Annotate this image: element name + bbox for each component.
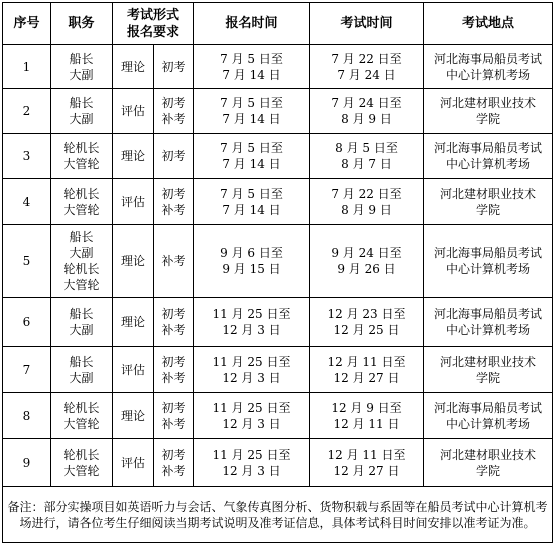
row-registration-req-line: 初考 <box>161 307 186 321</box>
row-registration-time-line: 7 月 14 日 <box>222 67 281 82</box>
row-index-line: 3 <box>22 149 31 163</box>
row-index <box>3 347 51 393</box>
table-row <box>3 134 553 179</box>
row-exam-form <box>113 225 154 298</box>
row-exam-time-line: 12 月 27 日 <box>333 463 400 478</box>
note-row <box>3 487 553 543</box>
row-registration-req <box>154 298 194 347</box>
row-registration-req-line: 补考 <box>161 323 186 337</box>
row-exam-location-line: 河北建材职业技术 <box>440 186 537 201</box>
row-duty-line: 轮机长 <box>63 447 100 462</box>
row-exam-location <box>424 439 553 487</box>
row-exam-time <box>310 225 424 298</box>
row-exam-location-line: 学院 <box>476 370 501 385</box>
row-index-line: 5 <box>22 254 31 268</box>
row-duty <box>51 89 113 134</box>
row-registration-req-line: 初考 <box>161 447 186 462</box>
row-registration-req-line: 补考 <box>161 202 186 217</box>
table-row <box>3 179 553 225</box>
row-registration-time-line: 9 月 15 日 <box>222 262 281 276</box>
row-exam-location <box>424 298 553 347</box>
row-exam-location <box>424 89 553 134</box>
row-exam-time <box>310 179 424 225</box>
row-registration-time-line: 7 月 14 日 <box>222 202 281 217</box>
row-registration-req-line: 初考 <box>161 96 186 110</box>
row-registration-time <box>194 225 310 298</box>
row-exam-time-line: 8 月 9 日 <box>341 202 392 217</box>
row-duty-line: 轮机长 <box>63 400 100 415</box>
row-exam-location-line: 河北海事局船员考试 <box>434 400 543 415</box>
row-registration-time-line: 11 月 25 日至 <box>212 447 291 462</box>
row-exam-location-line: 河北海事局船员考试 <box>434 51 543 66</box>
header-req-label: 报名要求 <box>127 24 180 40</box>
row-exam-form-line: 理论 <box>120 315 145 329</box>
header-form-label: 考试形式 <box>127 7 180 23</box>
row-exam-time <box>310 298 424 347</box>
table-row <box>3 393 553 439</box>
row-registration-time <box>194 439 310 487</box>
table-row <box>3 89 553 134</box>
row-registration-time-line: 7 月 5 日至 <box>220 141 283 155</box>
row-duty-line: 大管轮 <box>63 278 100 292</box>
row-exam-location <box>424 393 553 439</box>
row-duty <box>51 393 113 439</box>
row-duty <box>51 45 113 89</box>
row-duty <box>51 225 113 298</box>
row-registration-time-line: 7 月 5 日至 <box>220 186 283 201</box>
header-row <box>3 3 553 45</box>
row-exam-location-line: 学院 <box>476 112 501 126</box>
row-exam-time-line: 7 月 22 日至 <box>331 186 402 201</box>
row-exam-time <box>310 439 424 487</box>
row-index-line: 8 <box>22 408 31 423</box>
row-exam-form-line: 理论 <box>120 254 145 268</box>
row-exam-form-line: 理论 <box>120 149 145 163</box>
row-index <box>3 179 51 225</box>
row-registration-req <box>154 347 194 393</box>
row-exam-time-line: 8 月 7 日 <box>341 157 392 171</box>
row-exam-form <box>113 393 154 439</box>
exam-schedule-table <box>2 2 553 543</box>
row-exam-time <box>310 347 424 393</box>
row-exam-location <box>424 45 553 89</box>
header-form-req <box>113 3 194 45</box>
row-duty <box>51 439 113 487</box>
row-exam-location-line: 河北建材职业技术 <box>440 447 537 462</box>
row-registration-time-line: 12 月 3 日 <box>222 463 281 478</box>
row-registration-time <box>194 393 310 439</box>
row-duty-line: 船长 <box>69 51 94 66</box>
row-exam-location-line: 中心计算机考场 <box>446 323 531 337</box>
row-exam-form-line: 评估 <box>120 362 145 377</box>
row-exam-time-line: 12 月 23 日至 <box>327 307 406 321</box>
header-location: 考试地点 <box>424 3 553 45</box>
row-registration-time-line: 7 月 14 日 <box>222 157 281 171</box>
row-exam-form <box>113 347 154 393</box>
row-registration-time-line: 9 月 6 日至 <box>220 246 283 260</box>
row-duty <box>51 347 113 393</box>
row-duty-line: 轮机长 <box>63 186 100 201</box>
row-exam-time <box>310 89 424 134</box>
row-registration-req <box>154 393 194 439</box>
row-exam-form <box>113 134 154 179</box>
row-index-line: 2 <box>22 104 31 118</box>
row-exam-time-line: 9 月 26 日 <box>337 262 396 276</box>
row-duty-line: 大副 <box>69 323 94 337</box>
note-text: 备注：部分实操项目如英语听力与会话、气象传真图分析、货物积载与系固等在船员考试中心计算机考场进行，请各位考生仔细阅读当期考试说明及准考证信息，具体考试科目时间安排以准考证为准。 <box>3 487 553 543</box>
row-duty-line: 大副 <box>69 112 94 126</box>
row-exam-time <box>310 393 424 439</box>
row-duty <box>51 298 113 347</box>
row-registration-req <box>154 45 194 89</box>
header-index: 序号 <box>3 3 51 45</box>
row-exam-location-line: 河北海事局船员考试 <box>434 141 543 155</box>
row-exam-form-line: 评估 <box>120 194 145 209</box>
row-exam-location-line: 学院 <box>476 202 501 217</box>
row-registration-time-line: 7 月 5 日至 <box>220 51 283 66</box>
row-duty-line: 船长 <box>69 96 94 110</box>
table-row <box>3 347 553 393</box>
row-registration-time <box>194 45 310 89</box>
row-duty-line: 大管轮 <box>63 157 100 171</box>
header-duty: 职务 <box>51 3 113 45</box>
row-exam-form <box>113 298 154 347</box>
row-exam-location-line: 河北海事局船员考试 <box>434 246 543 260</box>
row-registration-req <box>154 439 194 487</box>
row-registration-time <box>194 89 310 134</box>
row-exam-location-line: 河北建材职业技术 <box>440 354 537 369</box>
row-registration-time-line: 12 月 3 日 <box>222 416 281 431</box>
row-exam-location-line: 中心计算机考场 <box>446 157 531 171</box>
row-exam-time-line: 7 月 24 日至 <box>331 96 402 110</box>
row-duty-line: 大副 <box>69 246 94 260</box>
row-index <box>3 89 51 134</box>
row-index <box>3 393 51 439</box>
row-index-line: 7 <box>22 362 31 377</box>
row-duty-line: 大副 <box>69 67 94 82</box>
row-registration-time-line: 7 月 14 日 <box>222 112 281 126</box>
row-duty-line: 大管轮 <box>63 463 100 478</box>
row-exam-location <box>424 179 553 225</box>
table-row <box>3 298 553 347</box>
row-registration-time-line: 12 月 3 日 <box>222 323 281 337</box>
row-exam-time-line: 8 月 9 日 <box>341 112 392 126</box>
row-duty-line: 大管轮 <box>63 202 100 217</box>
row-registration-req <box>154 179 194 225</box>
row-registration-req-line: 补考 <box>161 370 186 385</box>
row-exam-time-line: 7 月 24 日 <box>337 67 396 82</box>
row-exam-form-line: 理论 <box>120 59 145 74</box>
row-exam-location-line: 河北海事局船员考试 <box>434 307 543 321</box>
row-registration-time-line: 12 月 3 日 <box>222 370 281 385</box>
row-registration-time <box>194 134 310 179</box>
row-index-line: 6 <box>22 315 31 329</box>
table-row <box>3 225 553 298</box>
row-duty <box>51 179 113 225</box>
row-registration-time <box>194 347 310 393</box>
row-exam-form-line: 理论 <box>120 408 145 423</box>
row-exam-time-line: 12 月 27 日 <box>333 370 400 385</box>
header-exam-time: 考试时间 <box>310 3 424 45</box>
table-row <box>3 45 553 89</box>
row-registration-req-line: 初考 <box>161 149 186 163</box>
row-registration-req-line: 初考 <box>161 354 186 369</box>
row-exam-form <box>113 45 154 89</box>
row-index <box>3 439 51 487</box>
row-registration-time-line: 11 月 25 日至 <box>212 400 291 415</box>
row-exam-time-line: 12 月 11 日至 <box>327 447 406 462</box>
row-exam-time <box>310 45 424 89</box>
row-exam-form <box>113 179 154 225</box>
row-duty-line: 船长 <box>69 307 94 321</box>
row-registration-req-line: 初考 <box>161 59 186 74</box>
row-registration-req-line: 初考 <box>161 400 186 415</box>
row-exam-time-line: 8 月 5 日至 <box>335 141 398 155</box>
row-registration-req <box>154 89 194 134</box>
header-registration: 报名时间 <box>194 3 310 45</box>
row-exam-location <box>424 225 553 298</box>
row-exam-time-line: 9 月 24 日至 <box>331 246 402 260</box>
row-registration-time-line: 7 月 5 日至 <box>220 96 283 110</box>
table-row <box>3 439 553 487</box>
row-index-line: 1 <box>22 59 31 74</box>
row-duty-line: 轮机长 <box>63 262 100 276</box>
row-index <box>3 45 51 89</box>
row-duty-line: 轮机长 <box>63 141 100 155</box>
row-index <box>3 134 51 179</box>
row-exam-time-line: 12 月 11 日 <box>333 416 400 431</box>
row-registration-req-line: 补考 <box>161 254 186 268</box>
row-exam-location-line: 中心计算机考场 <box>446 416 531 431</box>
row-registration-req <box>154 225 194 298</box>
row-exam-location-line: 河北建材职业技术 <box>440 96 537 110</box>
row-index-line: 4 <box>22 194 31 209</box>
row-duty-line: 船长 <box>69 354 94 369</box>
row-exam-location-line: 学院 <box>476 463 501 478</box>
row-registration-time-line: 11 月 25 日至 <box>212 307 291 321</box>
row-registration-req-line: 补考 <box>161 112 186 126</box>
row-exam-time-line: 7 月 22 日至 <box>331 51 402 66</box>
row-exam-form <box>113 89 154 134</box>
row-exam-time-line: 12 月 9 日至 <box>331 400 402 415</box>
row-index-line: 9 <box>22 455 31 470</box>
row-exam-time-line: 12 月 25 日 <box>333 323 400 337</box>
row-exam-time <box>310 134 424 179</box>
row-registration-req-line: 补考 <box>161 463 186 478</box>
row-exam-form-line: 评估 <box>120 104 145 118</box>
row-registration-req-line: 补考 <box>161 416 186 431</box>
row-registration-time <box>194 179 310 225</box>
row-exam-form <box>113 439 154 487</box>
row-duty-line: 大副 <box>69 370 94 385</box>
row-exam-form-line: 评估 <box>120 455 145 470</box>
row-registration-time <box>194 298 310 347</box>
row-exam-location <box>424 347 553 393</box>
row-exam-location <box>424 134 553 179</box>
row-registration-time-line: 11 月 25 日至 <box>212 354 291 369</box>
row-duty-line: 船长 <box>69 230 94 244</box>
row-exam-location-line: 中心计算机考场 <box>446 262 531 276</box>
row-index <box>3 225 51 298</box>
row-index <box>3 298 51 347</box>
row-registration-req <box>154 134 194 179</box>
row-duty <box>51 134 113 179</box>
row-registration-req-line: 初考 <box>161 186 186 201</box>
row-exam-time-line: 12 月 11 日至 <box>327 354 406 369</box>
row-exam-location-line: 中心计算机考场 <box>446 67 531 82</box>
row-duty-line: 大管轮 <box>63 416 100 431</box>
